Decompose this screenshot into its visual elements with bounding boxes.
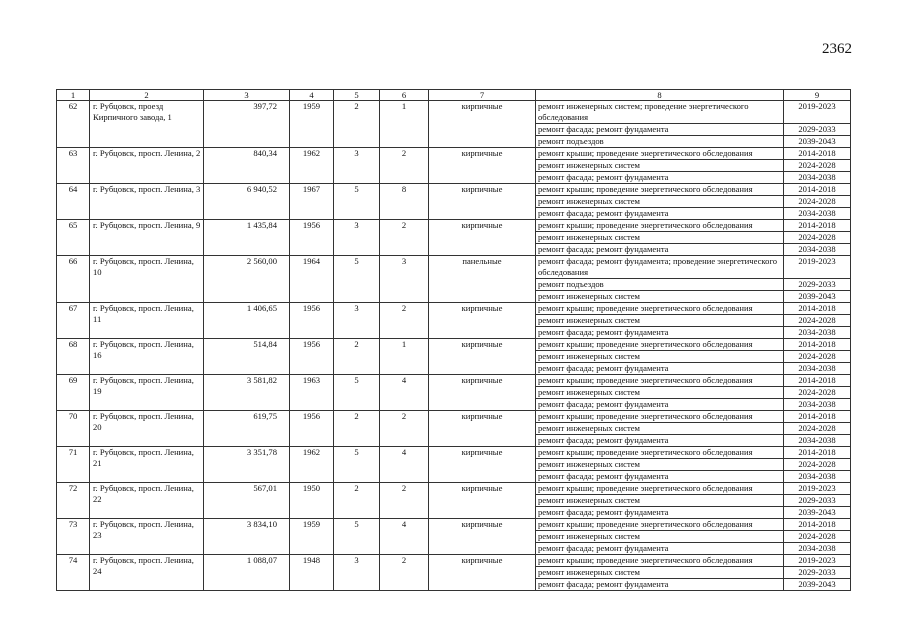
table-row xyxy=(57,184,851,196)
entrances-cell: 1 xyxy=(380,101,429,148)
table-row xyxy=(57,303,851,315)
address-cell: г. Рубцовск, просп. Ленина, 2 xyxy=(90,148,204,184)
entrances-cell: 1 xyxy=(380,339,429,375)
floors-cell: 3 xyxy=(334,220,380,256)
area-cell: 514,84 xyxy=(204,339,290,375)
repair-work-cell: ремонт крыши; проведение энергетического обследования xyxy=(536,447,784,459)
year-built-cell: 1948 xyxy=(290,555,334,591)
repair-period-cell: 2024-2028 xyxy=(784,232,851,244)
year-built-cell: 1964 xyxy=(290,256,334,303)
repair-work-cell: ремонт фасада; ремонт фундамента xyxy=(536,172,784,184)
year-built-cell: 1962 xyxy=(290,447,334,483)
repair-period-cell: 2014-2018 xyxy=(784,447,851,459)
repair-period-cell: 2034-2038 xyxy=(784,363,851,375)
floors-cell: 5 xyxy=(334,375,380,411)
column-header: 6 xyxy=(380,90,429,101)
repair-work-cell: ремонт крыши; проведение энергетического обследования xyxy=(536,483,784,495)
repair-work-cell: ремонт инженерных систем xyxy=(536,232,784,244)
repair-work-cell: ремонт инженерных систем xyxy=(536,291,784,303)
table-row xyxy=(57,447,851,459)
entrances-cell: 4 xyxy=(380,375,429,411)
repair-period-cell: 2034-2038 xyxy=(784,471,851,483)
area-cell: 1 435,84 xyxy=(204,220,290,256)
repair-work-cell: ремонт подъездов xyxy=(536,279,784,291)
floors-cell: 3 xyxy=(334,148,380,184)
repair-period-cell: 2019-2023 xyxy=(784,555,851,567)
repair-period-cell: 2039-2043 xyxy=(784,579,851,591)
repair-period-cell: 2039-2043 xyxy=(784,507,851,519)
column-header: 3 xyxy=(204,90,290,101)
floors-cell: 3 xyxy=(334,303,380,339)
repair-work-cell: ремонт крыши; проведение энергетического обследования xyxy=(536,148,784,160)
year-built-cell: 1956 xyxy=(290,411,334,447)
repair-period-cell: 2014-2018 xyxy=(784,411,851,423)
house-number-cell: 67 xyxy=(57,303,90,339)
wall-material-cell: кирпичные xyxy=(429,519,536,555)
wall-material-cell: кирпичные xyxy=(429,148,536,184)
repair-period-cell: 2014-2018 xyxy=(784,220,851,232)
repair-work-cell: ремонт крыши; проведение энергетического обследования xyxy=(536,339,784,351)
address-cell: г. Рубцовск, просп. Ленина, 24 xyxy=(90,555,204,591)
repair-period-cell: 2024-2028 xyxy=(784,196,851,208)
repair-work-cell: ремонт инженерных систем xyxy=(536,495,784,507)
repair-work-cell: ремонт фасада; ремонт фундамента; проведение энергетического обследования xyxy=(536,256,784,279)
area-cell: 3 834,10 xyxy=(204,519,290,555)
wall-material-cell: кирпичные xyxy=(429,303,536,339)
address-cell: г. Рубцовск, просп. Ленина, 22 xyxy=(90,483,204,519)
entrances-cell: 2 xyxy=(380,148,429,184)
repair-work-cell: ремонт инженерных систем; проведение энергетического обследования xyxy=(536,101,784,124)
repair-work-cell: ремонт инженерных систем xyxy=(536,459,784,471)
area-cell: 3 351,78 xyxy=(204,447,290,483)
year-built-cell: 1950 xyxy=(290,483,334,519)
repair-work-cell: ремонт инженерных систем xyxy=(536,531,784,543)
year-built-cell: 1956 xyxy=(290,220,334,256)
repair-work-cell: ремонт фасада; ремонт фундамента xyxy=(536,208,784,220)
repair-period-cell: 2019-2023 xyxy=(784,256,851,279)
house-number-cell: 74 xyxy=(57,555,90,591)
column-header: 8 xyxy=(536,90,784,101)
repair-period-cell: 2034-2038 xyxy=(784,172,851,184)
repair-period-cell: 2014-2018 xyxy=(784,148,851,160)
address-cell: г. Рубцовск, просп. Ленина, 23 xyxy=(90,519,204,555)
repair-period-cell: 2014-2018 xyxy=(784,184,851,196)
house-number-cell: 66 xyxy=(57,256,90,303)
area-cell: 3 581,82 xyxy=(204,375,290,411)
house-number-cell: 68 xyxy=(57,339,90,375)
house-number-cell: 69 xyxy=(57,375,90,411)
address-cell: г. Рубцовск, просп. Ленина, 19 xyxy=(90,375,204,411)
repair-work-cell: ремонт крыши; проведение энергетического обследования xyxy=(536,303,784,315)
house-number-cell: 64 xyxy=(57,184,90,220)
address-cell: г. Рубцовск, просп. Ленина, 11 xyxy=(90,303,204,339)
area-cell: 840,34 xyxy=(204,148,290,184)
repair-period-cell: 2024-2028 xyxy=(784,423,851,435)
repair-work-cell: ремонт фасада; ремонт фундамента xyxy=(536,543,784,555)
floors-cell: 5 xyxy=(334,184,380,220)
table-row xyxy=(57,101,851,124)
year-built-cell: 1959 xyxy=(290,101,334,148)
address-cell: г. Рубцовск, просп. Ленина, 9 xyxy=(90,220,204,256)
table-row xyxy=(57,555,851,567)
address-cell: г. Рубцовск, просп. Ленина, 3 xyxy=(90,184,204,220)
area-cell: 619,75 xyxy=(204,411,290,447)
column-header: 4 xyxy=(290,90,334,101)
repair-period-cell: 2024-2028 xyxy=(784,531,851,543)
entrances-cell: 2 xyxy=(380,220,429,256)
repair-period-cell: 2034-2038 xyxy=(784,399,851,411)
repair-period-cell: 2024-2028 xyxy=(784,459,851,471)
repair-work-cell: ремонт инженерных систем xyxy=(536,387,784,399)
year-built-cell: 1967 xyxy=(290,184,334,220)
entrances-cell: 2 xyxy=(380,483,429,519)
wall-material-cell: кирпичные xyxy=(429,375,536,411)
table-header xyxy=(57,90,851,101)
year-built-cell: 1959 xyxy=(290,519,334,555)
table-row xyxy=(57,339,851,351)
entrances-cell: 4 xyxy=(380,447,429,483)
entrances-cell: 4 xyxy=(380,519,429,555)
wall-material-cell: панельные xyxy=(429,256,536,303)
wall-material-cell: кирпичные xyxy=(429,447,536,483)
wall-material-cell: кирпичные xyxy=(429,184,536,220)
repair-period-cell: 2024-2028 xyxy=(784,351,851,363)
repair-work-cell: ремонт подъездов xyxy=(536,136,784,148)
entrances-cell: 2 xyxy=(380,411,429,447)
year-built-cell: 1956 xyxy=(290,339,334,375)
area-cell: 6 940,52 xyxy=(204,184,290,220)
repair-work-cell: ремонт инженерных систем xyxy=(536,160,784,172)
repair-work-cell: ремонт фасада; ремонт фундамента xyxy=(536,124,784,136)
repair-period-cell: 2029-2033 xyxy=(784,495,851,507)
repair-period-cell: 2024-2028 xyxy=(784,387,851,399)
wall-material-cell: кирпичные xyxy=(429,339,536,375)
repair-period-cell: 2014-2018 xyxy=(784,375,851,387)
address-cell: г. Рубцовск, просп. Ленина, 21 xyxy=(90,447,204,483)
repair-period-cell: 2014-2018 xyxy=(784,339,851,351)
repair-work-cell: ремонт крыши; проведение энергетического обследования xyxy=(536,555,784,567)
repair-work-cell: ремонт фасада; ремонт фундамента xyxy=(536,471,784,483)
floors-cell: 5 xyxy=(334,519,380,555)
wall-material-cell: кирпичные xyxy=(429,411,536,447)
repair-period-cell: 2019-2023 xyxy=(784,101,851,124)
repair-period-cell: 2024-2028 xyxy=(784,160,851,172)
table-row xyxy=(57,220,851,232)
page-number: 2362 xyxy=(822,41,852,57)
column-header: 5 xyxy=(334,90,380,101)
area-cell: 567,01 xyxy=(204,483,290,519)
entrances-cell: 3 xyxy=(380,256,429,303)
table-row xyxy=(57,411,851,423)
repair-period-cell: 2014-2018 xyxy=(784,303,851,315)
repair-period-cell: 2014-2018 xyxy=(784,519,851,531)
repair-period-cell: 2039-2043 xyxy=(784,136,851,148)
address-cell: г. Рубцовск, просп. Ленина, 20 xyxy=(90,411,204,447)
repair-work-cell: ремонт инженерных систем xyxy=(536,351,784,363)
repair-period-cell: 2034-2038 xyxy=(784,327,851,339)
floors-cell: 2 xyxy=(334,411,380,447)
repair-period-cell: 2029-2033 xyxy=(784,567,851,579)
repair-work-cell: ремонт фасада; ремонт фундамента xyxy=(536,327,784,339)
repair-period-cell: 2029-2033 xyxy=(784,124,851,136)
house-number-cell: 72 xyxy=(57,483,90,519)
repair-work-cell: ремонт инженерных систем xyxy=(536,196,784,208)
address-cell: г. Рубцовск, проезд Кирпичного завода, 1 xyxy=(90,101,204,148)
entrances-cell: 8 xyxy=(380,184,429,220)
repair-work-cell: ремонт фасада; ремонт фундамента xyxy=(536,507,784,519)
area-cell: 1 088,07 xyxy=(204,555,290,591)
repair-period-cell: 2034-2038 xyxy=(784,543,851,555)
repair-work-cell: ремонт крыши; проведение энергетического обследования xyxy=(536,375,784,387)
table-row xyxy=(57,256,851,279)
table-row xyxy=(57,375,851,387)
wall-material-cell: кирпичные xyxy=(429,101,536,148)
column-header: 7 xyxy=(429,90,536,101)
repair-work-cell: ремонт фасада; ремонт фундамента xyxy=(536,399,784,411)
year-built-cell: 1956 xyxy=(290,303,334,339)
house-number-cell: 73 xyxy=(57,519,90,555)
repair-schedule-table-container xyxy=(56,89,850,591)
table-row xyxy=(57,519,851,531)
wall-material-cell: кирпичные xyxy=(429,220,536,256)
house-number-cell: 63 xyxy=(57,148,90,184)
repair-schedule-table xyxy=(56,89,851,591)
floors-cell: 2 xyxy=(334,483,380,519)
area-cell: 397,72 xyxy=(204,101,290,148)
repair-period-cell: 2034-2038 xyxy=(784,435,851,447)
house-number-cell: 65 xyxy=(57,220,90,256)
wall-material-cell: кирпичные xyxy=(429,483,536,519)
address-cell: г. Рубцовск, просп. Ленина, 16 xyxy=(90,339,204,375)
floors-cell: 2 xyxy=(334,339,380,375)
repair-work-cell: ремонт инженерных систем xyxy=(536,423,784,435)
floors-cell: 3 xyxy=(334,555,380,591)
repair-period-cell: 2034-2038 xyxy=(784,208,851,220)
repair-work-cell: ремонт крыши; проведение энергетического обследования xyxy=(536,519,784,531)
area-cell: 1 406,65 xyxy=(204,303,290,339)
house-number-cell: 62 xyxy=(57,101,90,148)
repair-work-cell: ремонт фасада; ремонт фундамента xyxy=(536,579,784,591)
address-cell: г. Рубцовск, просп. Ленина, 10 xyxy=(90,256,204,303)
floors-cell: 2 xyxy=(334,101,380,148)
repair-period-cell: 2024-2028 xyxy=(784,315,851,327)
column-header: 9 xyxy=(784,90,851,101)
column-header: 1 xyxy=(57,90,90,101)
house-number-cell: 70 xyxy=(57,411,90,447)
floors-cell: 5 xyxy=(334,447,380,483)
repair-work-cell: ремонт инженерных систем xyxy=(536,567,784,579)
repair-work-cell: ремонт крыши; проведение энергетического обследования xyxy=(536,220,784,232)
repair-period-cell: 2034-2038 xyxy=(784,244,851,256)
table-row xyxy=(57,483,851,495)
area-cell: 2 560,00 xyxy=(204,256,290,303)
year-built-cell: 1963 xyxy=(290,375,334,411)
column-header: 2 xyxy=(90,90,204,101)
repair-work-cell: ремонт инженерных систем xyxy=(536,315,784,327)
table-body xyxy=(57,101,851,591)
repair-period-cell: 2039-2043 xyxy=(784,291,851,303)
wall-material-cell: кирпичные xyxy=(429,555,536,591)
repair-period-cell: 2019-2023 xyxy=(784,483,851,495)
house-number-cell: 71 xyxy=(57,447,90,483)
repair-work-cell: ремонт фасада; ремонт фундамента xyxy=(536,363,784,375)
entrances-cell: 2 xyxy=(380,303,429,339)
repair-work-cell: ремонт фасада; ремонт фундамента xyxy=(536,244,784,256)
repair-work-cell: ремонт фасада; ремонт фундамента xyxy=(536,435,784,447)
year-built-cell: 1962 xyxy=(290,148,334,184)
entrances-cell: 2 xyxy=(380,555,429,591)
table-row xyxy=(57,148,851,160)
repair-period-cell: 2029-2033 xyxy=(784,279,851,291)
column-number-row xyxy=(57,90,851,101)
repair-work-cell: ремонт крыши; проведение энергетического обследования xyxy=(536,184,784,196)
repair-work-cell: ремонт крыши; проведение энергетического обследования xyxy=(536,411,784,423)
floors-cell: 5 xyxy=(334,256,380,303)
